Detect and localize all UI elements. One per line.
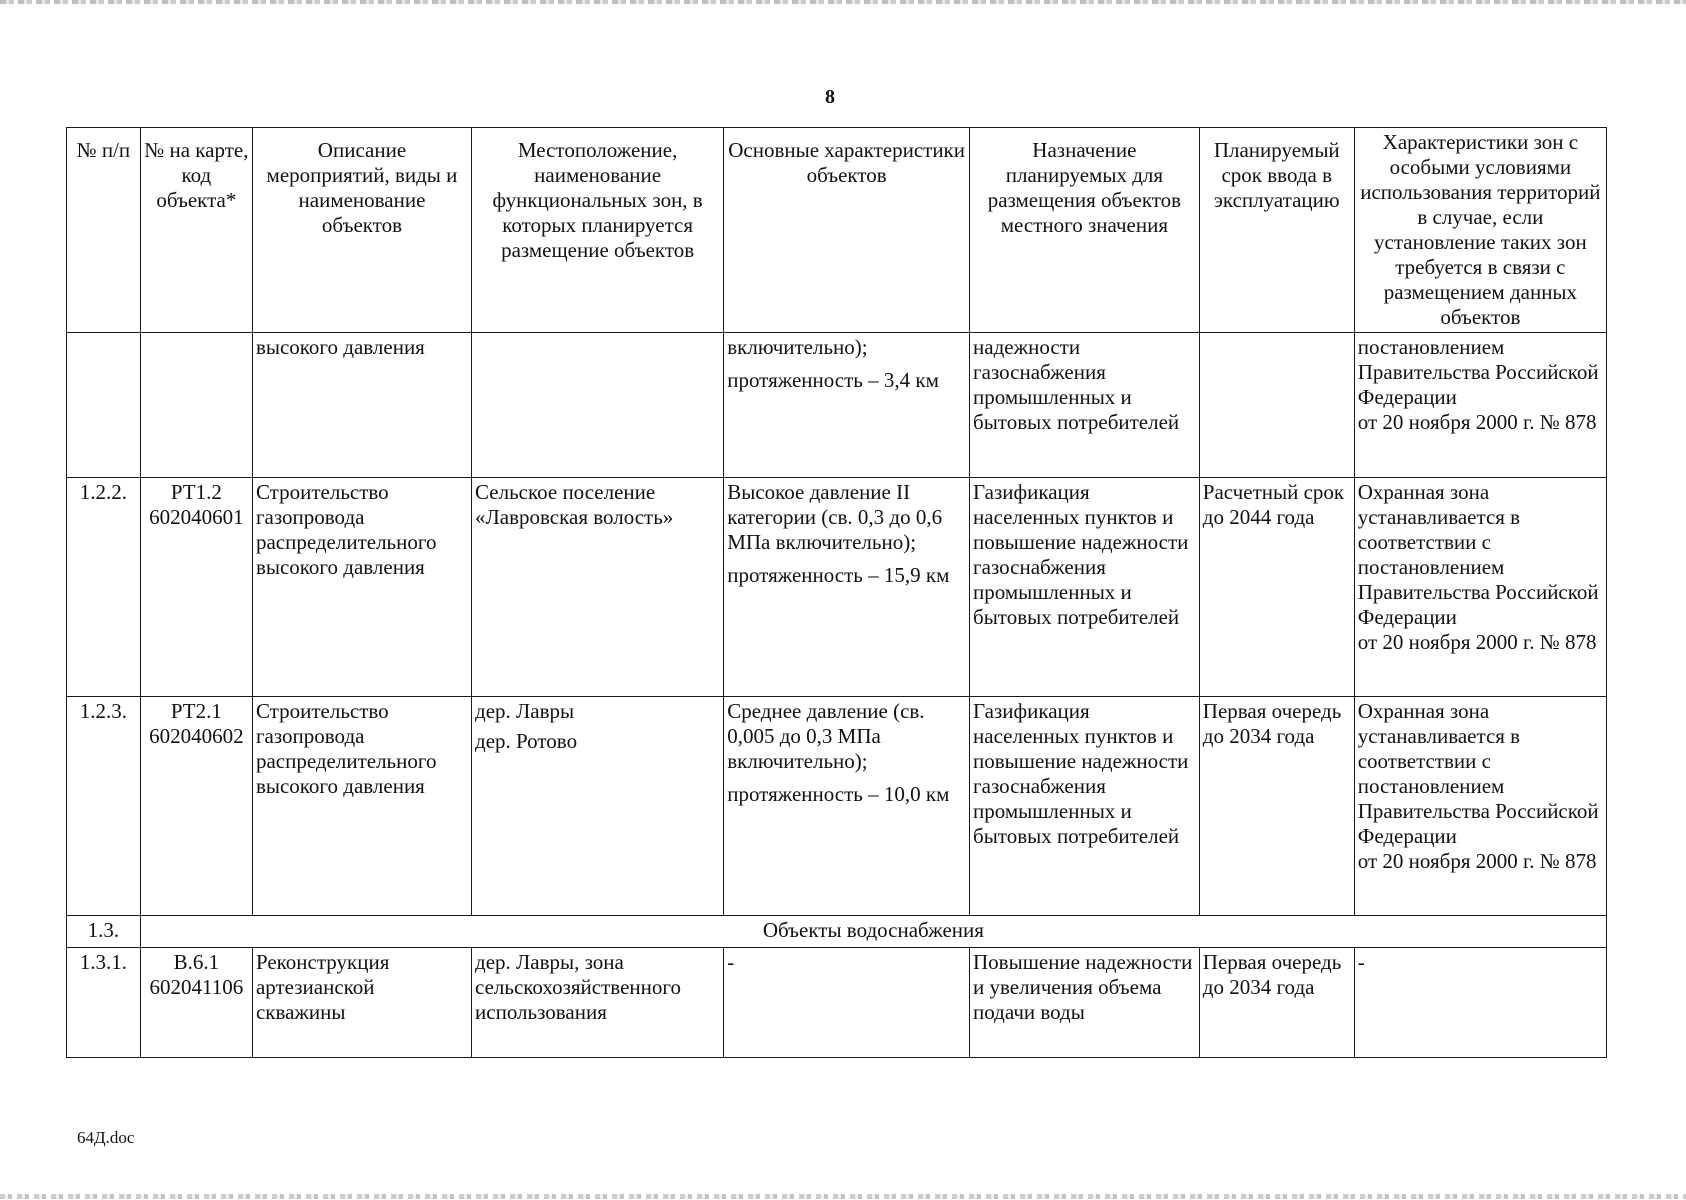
footer-filename: 64Д.doc [77,1128,135,1147]
object-code: 602040602 [149,724,244,748]
row-num: 1.2.2. [67,478,141,697]
row-purpose: надежности газоснабжения промышленных и бытовых потребителей [970,333,1200,478]
row-description: Реконструкция артезианской скважины [252,948,471,1058]
zones-text: Охранная зона устанавливается в соответствии с постановлением Правительства Российской Федерации [1357,699,1599,848]
header-map-code: № на карте, код объекта* [140,128,252,333]
row-characteristics [724,333,970,478]
header-zones: Характеристики зон с особыми условиями использования территорий в случае, если установление таких зон требуется в связи с размещением данных объектов [1354,128,1606,333]
location-secondary: дер. Ротово [475,729,578,753]
page-number: 8 [825,86,835,108]
table-row [67,948,1607,1058]
scan-edge-bottom [0,1194,1686,1199]
characteristics-pressure: Среднее давление (св. 0,005 до 0,3 МПа включительно); [727,699,925,773]
header-purpose: Назначение планируемых для размещения объектов местного значения [970,128,1200,333]
characteristics-pressure: Высокое давление II категории (св. 0,3 до 0,6 МПа включительно); [727,480,943,554]
row-term: Первая очередь до 2034 года [1199,948,1354,1058]
header-term: Планируемый срок ввода в эксплуатацию [1199,128,1354,333]
zones-decree: от 20 ноября 2000 г. № 878 [1357,849,1597,873]
characteristics-pressure: включительно); [727,335,868,359]
header-characteristics: Основные характеристики объектов [724,128,970,333]
map-code: РТ1.2 [170,480,222,504]
object-code: 602040601 [149,505,244,529]
map-code: В.6.1 [173,950,220,974]
location-primary: Сельское поселение «Лавровская волость» [475,480,674,529]
header-row [67,128,1607,333]
row-num: 1.2.3. [67,697,141,916]
row-location [472,697,724,916]
row-characteristics [724,478,970,697]
scan-edge-top [0,0,1686,4]
characteristics-length: протяженность – 10,0 км [727,782,950,806]
header-num: № п/п [67,128,141,333]
row-purpose: Газификация населенных пунктов и повышение надежности газоснабжения промышленных и бытовых потребителей [970,697,1200,916]
section-title: Объекты водоснабжения [140,916,1606,948]
row-description: Строительство газопровода распределительного высокого давления [252,478,471,697]
row-zones: - [1354,948,1606,1058]
row-map-code [140,478,252,697]
object-code: 602041106 [149,975,244,999]
zones-decree: от 20 ноября 2000 г. № 878 [1357,410,1597,434]
table-row [67,697,1607,916]
row-term: Расчетный срок до 2044 года [1199,478,1354,697]
row-characteristics [724,697,970,916]
row-map-code [140,697,252,916]
table-row [67,478,1607,697]
row-zones [1354,697,1606,916]
characteristics-length: протяженность – 15,9 км [727,563,950,587]
row-characteristics: - [724,948,970,1058]
row-purpose: Газификация населенных пунктов и повышение надежности газоснабжения промышленных и бытовых потребителей [970,478,1200,697]
header-location: Местоположение, наименование функциональных зон, в которых планируется размещение объектов [472,128,724,333]
map-code: РТ2.1 [170,699,222,723]
row-location [472,478,724,697]
location-primary: дер. Лавры [475,699,575,723]
planning-table [66,127,1607,1058]
zones-text: постановлением Правительства Российской Федерации [1357,335,1599,409]
header-description: Описание мероприятий, виды и наименование объектов [252,128,471,333]
row-location: дер. Лавры, зона сельскохозяйственного использования [472,948,724,1058]
row-zones [1354,333,1606,478]
section-row [67,916,1607,948]
row-description: Строительство газопровода распределительного высокого давления [252,697,471,916]
characteristics-length: протяженность – 3,4 км [727,368,939,392]
row-map-code [140,948,252,1058]
zones-text: Охранная зона устанавливается в соответствии с постановлением Правительства Российской Федерации [1357,480,1599,629]
row-purpose: Повышение надежности и увеличения объема подачи воды [970,948,1200,1058]
row-num: 1.3.1. [67,948,141,1058]
zones-decree: от 20 ноября 2000 г. № 878 [1357,630,1597,654]
row-description: высокого давления [252,333,471,478]
row-zones [1354,478,1606,697]
table-row [67,333,1607,478]
section-num: 1.3. [67,916,141,948]
row-term: Первая очередь до 2034 года [1199,697,1354,916]
